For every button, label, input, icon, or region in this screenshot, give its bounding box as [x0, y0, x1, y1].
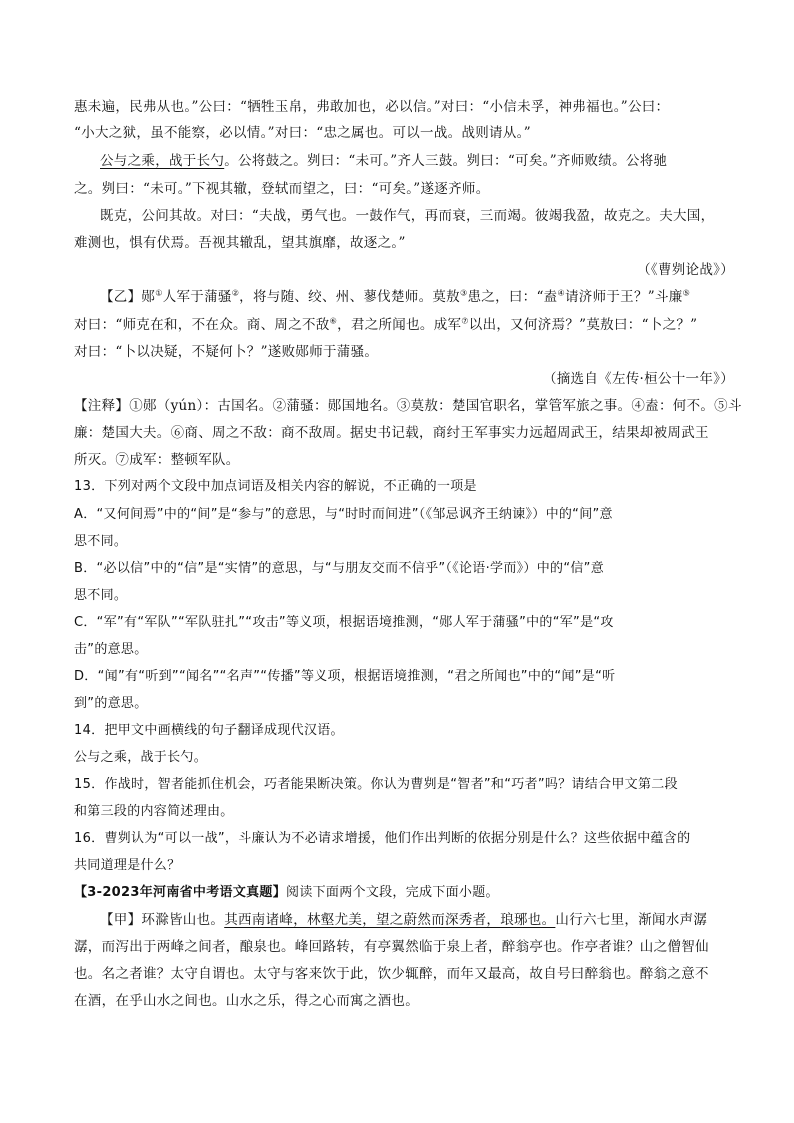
- passage-text: 人军于蒲骚: [162, 289, 232, 305]
- notes-line: 【注释】①郧（yún）：古国名。②蒲骚：郧国地名。③莫敖：楚国官职名，掌管军旅之事。④盍：何不。⑤斗: [74, 398, 742, 414]
- section-instruction: 阅读下面两个文段，完成下面小题。: [286, 885, 499, 900]
- passage-jia-line: 惠未遍，民弗从也。”公曰：“牺牲玉帛，弗敢加也，必以信。”对曰：“小信未孚，神弗福也。”公曰：: [74, 99, 670, 115]
- section-passage-line: 也。名之者谁？太守自谓也。太守与客来饮于此，饮少辄醉，而年又最高，故自号曰醉翁也。醉翁之意不: [74, 966, 709, 982]
- section-source-heading: 【3-2023年河南省中考语文真题】: [74, 885, 287, 900]
- option-c: C．“军”有“军队”“军队驻扎”“攻击”等义项，根据语境推测，“郧人军于蒲骚”中的“军”是“攻: [74, 615, 614, 630]
- question-14-sentence: 公与之乘，战于长勺。: [74, 750, 208, 765]
- passage-jia-line: 难测也，惧有伏焉。吾视其辙乱，望其旗靡，故逐之。”: [74, 235, 406, 251]
- underlined-sentence: 公与之乘，战于长勺: [100, 153, 225, 169]
- question-15-cont: 和第三段的内容简述理由。: [74, 804, 234, 819]
- passage-text: ，君之所闻也。成军: [337, 317, 462, 333]
- passage-text: 患之，曰：“盍: [467, 289, 558, 305]
- note-marker: ④: [557, 288, 565, 298]
- passage-text: 【乙】郧: [100, 289, 156, 305]
- passage-text: 山行六七里，渐闻水声潺: [555, 912, 708, 928]
- passage-yi-line: [100, 288, 760, 306]
- section-heading: [74, 884, 734, 902]
- section-passage-line: 潺，而泻出于两峰之间者，酿泉也。峰回路转，有亭翼然临于泉上者，醉翁亭也。作亭者谁？山之僧智仙: [74, 939, 709, 955]
- note-marker: ⑥: [329, 316, 338, 326]
- question-16-cont: 共同道理是什么？: [74, 858, 181, 873]
- passage-text: 对曰：“师克在和，不在众。商、周之不敌: [74, 317, 330, 333]
- question-13: 13．下列对两个文段中加点词语及相关内容的解说，不正确的一项是: [74, 479, 477, 494]
- note-marker: ②: [231, 288, 240, 298]
- option-a-cont: 思不同。: [74, 534, 128, 549]
- note-marker: ⑦: [461, 316, 469, 326]
- note-marker: ①: [155, 288, 163, 298]
- notes-line: 廉：楚国大夫。⑥商、周之不敌：商不敌周。据史书记载，商纣王军事实力远超周武王，结果却被周武王: [74, 425, 709, 441]
- section-passage-line: [100, 911, 760, 929]
- passage-yi-line: 对曰：“卜以决疑，不疑何卜？”遂败郧师于蒲骚。: [74, 344, 379, 360]
- passage-text: ，将与随、绞、州、蓼伐楚师。莫敖: [239, 289, 460, 305]
- notes-line: 所灭。⑦成军：整顿军队。: [74, 452, 240, 468]
- passage-jia-line: 之。刿曰：“未可。”下视其辙，登轼而望之，曰：“可矣。”遂逐齐师。: [74, 181, 490, 197]
- question-14: 14．把甲文中画横线的句子翻译成现代汉语。: [74, 723, 344, 738]
- option-c-cont: 击”的意思。: [74, 642, 148, 657]
- passage-jia-line: 既克，公问其故。对曰：“夫战，勇气也。一鼓作气，再而衰，三而竭。彼竭我盈，故克之。夫大国，: [100, 208, 715, 224]
- question-16: 16．曹刿认为“可以一战”，斗廉认为不必请求增援，他们作出判断的依据分别是什么？这些依据中蕴含的: [74, 831, 691, 846]
- passage-text: 【甲】环滁皆山也。: [100, 912, 225, 928]
- question-15: 15．作战时，智者能抓住机会，巧者能果断决策。你认为曹刿是“智者”和“巧者”吗？请结合甲文第二段: [74, 777, 678, 792]
- option-d-cont: 到”的意思。: [74, 696, 148, 711]
- option-b: B．“必以信”中的“信”是“实情”的意思，与“与朋友交而不信乎”（《论语·学而》）中的“信”意: [74, 561, 604, 576]
- note-marker: ③: [459, 288, 468, 298]
- option-d: D．“闻”有“听到”“闻名”“名声”“传播”等义项，根据语境推测，“君之所闻也”中的“闻”是“听: [74, 669, 616, 684]
- passage-text: 。公将鼓之。刿曰：“未可。”齐人三鼓。刿曰：“可矣。”齐师败绩。公将驰: [224, 153, 668, 169]
- underlined-sentence: 其西南诸峰，林壑尤美，望之蔚然而深秀者，琅琊也。: [224, 912, 556, 928]
- note-marker: ⑤: [682, 288, 691, 298]
- passage-jia-line: [100, 152, 760, 170]
- passage-source: （《曹刿论战》）: [637, 262, 734, 278]
- passage-source: （摘选自《左传·桓公十一年》）: [542, 371, 734, 387]
- passage-yi-line: [74, 316, 734, 334]
- passage-text: 请济师于王？”斗廉: [564, 289, 683, 305]
- option-a: A．“又何间焉”中的“间”是“参与”的意思，与“时时而间进”（《邹忌讽齐王纳谏》）中的“间”意: [74, 507, 613, 522]
- section-passage-line: 在酒，在乎山水之间也。山水之乐，得之心而寓之酒也。: [74, 993, 419, 1009]
- passage-jia-line: “小大之狱，虽不能察，必以情。”对曰：“忠之属也。可以一战。战则请从。”: [74, 125, 531, 141]
- passage-text: 以出，又何济焉？”莫敖曰：“卜之？”: [468, 317, 698, 333]
- option-b-cont: 思不同。: [74, 588, 128, 603]
